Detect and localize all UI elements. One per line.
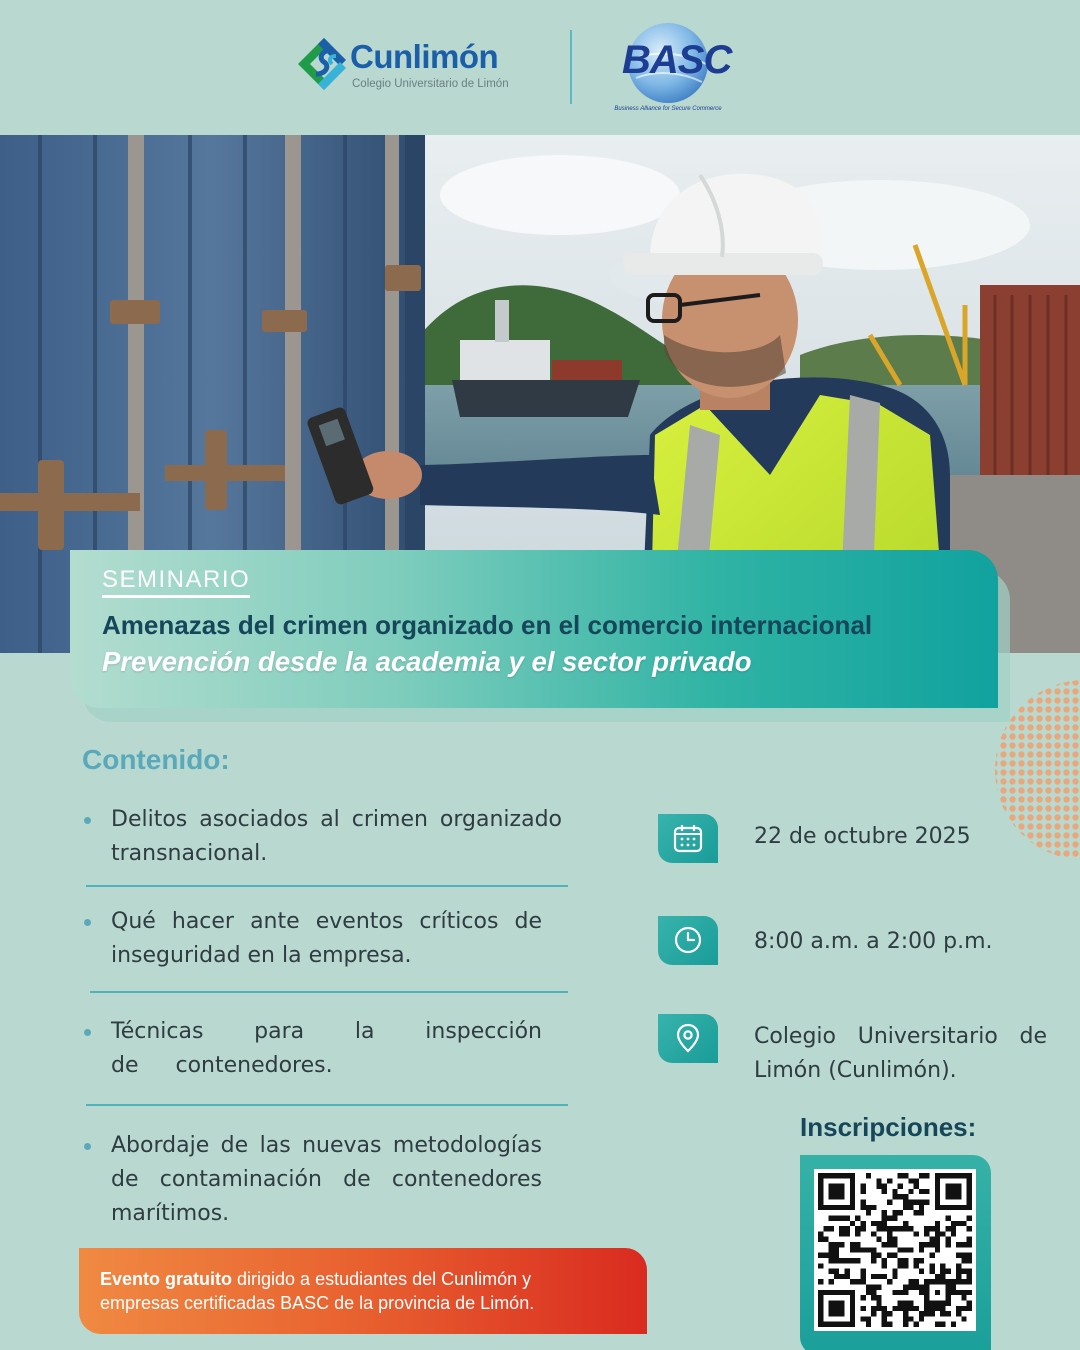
list-divider <box>86 885 568 887</box>
cunlimon-logo <box>296 26 526 106</box>
calendar-icon <box>672 822 704 854</box>
qr-code-frame <box>800 1155 991 1350</box>
clock-icon-badge <box>658 916 718 965</box>
logo-divider <box>570 30 572 104</box>
registration-heading: Inscripciones: <box>800 1112 977 1142</box>
qr-code-image <box>818 1173 972 1327</box>
seminar-subtitle: Prevención desde la academia y el sector privado <box>102 646 752 677</box>
content-heading: Contenido: <box>82 744 230 775</box>
qr-code[interactable] <box>814 1169 976 1331</box>
title-banner <box>70 550 998 708</box>
bullet-icon <box>84 817 91 824</box>
basc-name: BASC <box>622 38 732 82</box>
list-divider <box>90 991 568 993</box>
list-item-text: Delitos asociados al crimen organizado transnacional. <box>111 807 562 866</box>
list-item <box>84 803 562 873</box>
free-event-line2: empresas certificadas BASC de la provincia de Limón. <box>100 1293 535 1313</box>
list-item-text: Qué hacer ante eventos críticos de inseguridad en la empresa. <box>111 909 542 968</box>
free-event-notice <box>79 1248 647 1334</box>
basc-tagline: Business Alliance for Secure Commerce <box>614 106 722 112</box>
list-item-text: Abordaje de las nuevas metodologías de contaminación de contenedores marítimos. <box>111 1133 542 1226</box>
free-event-line1: dirigido a estudiantes del Cunlimón y <box>232 1269 532 1289</box>
location-pin-icon <box>672 1022 704 1054</box>
list-divider <box>86 1104 568 1106</box>
basc-logo <box>612 20 732 118</box>
header <box>0 0 1080 135</box>
location-icon-badge <box>658 1014 718 1063</box>
event-date: 22 de octubre 2025 <box>754 824 971 849</box>
bullet-icon <box>84 1143 91 1150</box>
clock-icon <box>672 924 704 956</box>
event-time: 8:00 a.m. a 2:00 p.m. <box>754 929 993 954</box>
calendar-icon-badge <box>658 814 718 863</box>
list-item <box>84 1129 542 1233</box>
list-item <box>84 1015 542 1085</box>
cunlimon-name: Cunlimón <box>350 38 499 75</box>
list-item <box>84 905 542 975</box>
bullet-icon <box>84 919 91 926</box>
free-event-label: Evento gratuito <box>100 1269 233 1289</box>
list-item-text: Técnicas para la inspección de contenedores. <box>111 1019 542 1078</box>
seminar-title: Amenazas del crimen organizado en el comercio internacional <box>102 610 873 640</box>
bullet-icon <box>84 1029 91 1036</box>
cunlimon-subtitle: Colegio Universitario de Limón <box>352 78 509 90</box>
cunlimon-logo-mark-icon <box>296 26 352 102</box>
event-location: Colegio Universitario de Limón (Cunlimón). <box>754 1024 1047 1083</box>
seminar-kicker: SEMINARIO <box>102 566 250 598</box>
